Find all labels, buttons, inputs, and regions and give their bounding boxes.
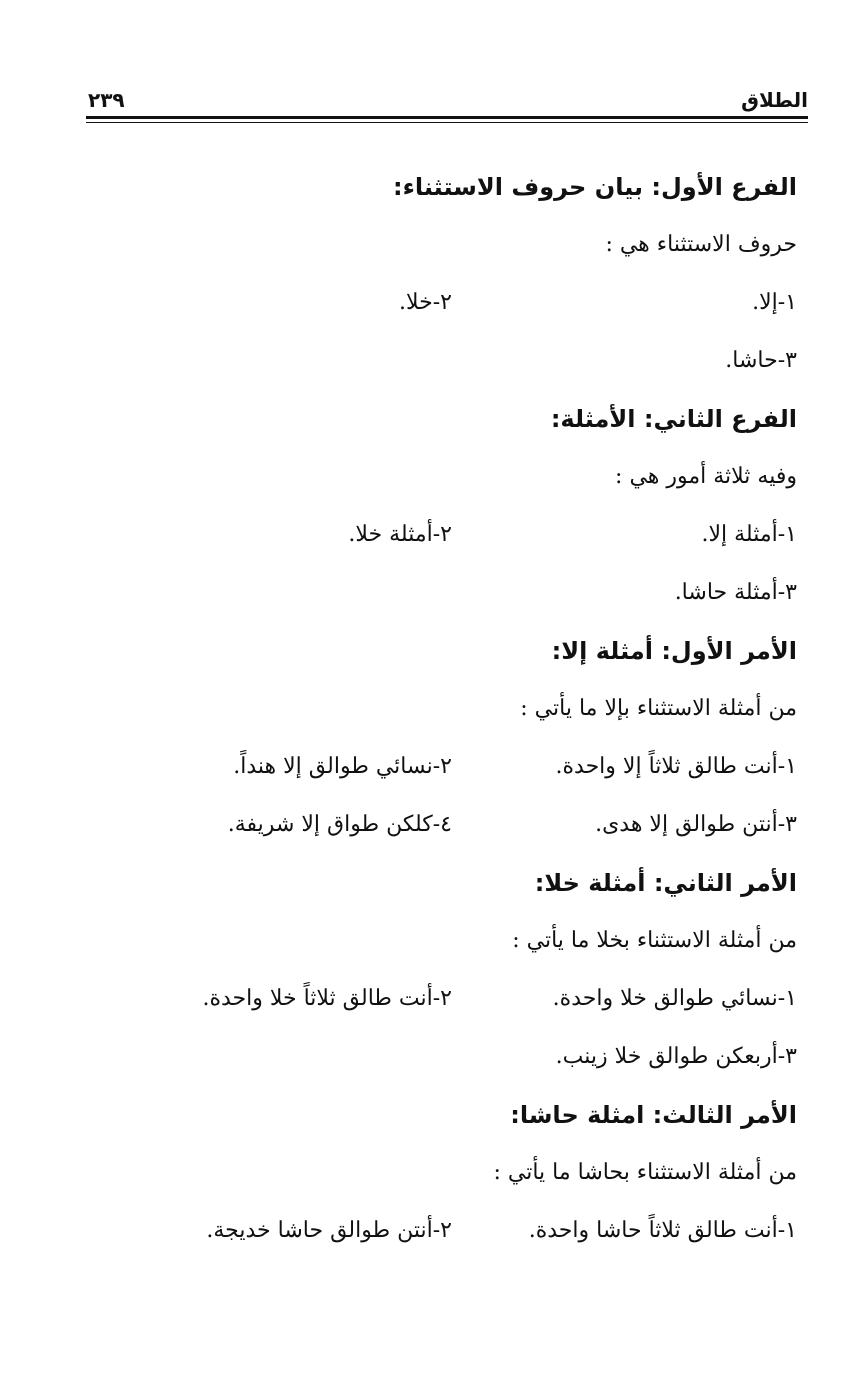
subsection-heading-1: الأمر الأول: أمثلة إلا: xyxy=(551,637,797,665)
list-row-8 xyxy=(77,1028,797,1086)
list-row-3 xyxy=(77,506,797,564)
list-item: ١-إلا. xyxy=(752,290,797,315)
header-rule-thick xyxy=(86,116,808,119)
list-item: ٢-نسائي طوالق إلا هنداً. xyxy=(233,754,452,779)
list-item: ٣-أربعكن طوالق خلا زينب. xyxy=(555,1044,797,1069)
subsection-heading-2: الأمر الثاني: أمثلة خلا: xyxy=(534,869,797,897)
section-heading-1: الفرع الأول: بيان حروف الاستثناء: xyxy=(393,173,797,201)
list-item: ٢-أنتن طوالق حاشا خديجة. xyxy=(206,1218,452,1243)
list-row-6 xyxy=(77,796,797,854)
list-row-4 xyxy=(77,564,797,622)
paragraph-intro-3: من أمثلة الاستثناء بإلا ما يأتي : xyxy=(520,696,797,721)
list-item: ٤-كلكن طواق إلا شريفة. xyxy=(227,812,452,837)
list-item: ١-أنت طالق ثلاثاً حاشا واحدة. xyxy=(528,1218,797,1243)
page-body xyxy=(77,158,797,1260)
list-row-5 xyxy=(77,738,797,796)
section-heading-2: الفرع الثاني: الأمثلة: xyxy=(550,405,797,433)
list-item: ٢-أمثلة خلا. xyxy=(348,522,452,547)
paragraph-intro-5: من أمثلة الاستثناء بحاشا ما يأتي : xyxy=(493,1160,797,1185)
subsection-heading-3: الأمر الثالث: امثلة حاشا: xyxy=(510,1101,797,1129)
list-item: ١-أنت طالق ثلاثاً إلا واحدة. xyxy=(555,754,797,779)
list-item: ٣-أمثلة حاشا. xyxy=(674,580,797,605)
running-title: الطلاق xyxy=(741,88,808,112)
paragraph-intro-1: حروف الاستثناء هي : xyxy=(605,232,797,257)
list-row-7 xyxy=(77,970,797,1028)
paragraph-intro-2: وفيه ثلاثة أمور هي : xyxy=(615,464,797,489)
list-item: ٢-أنت طالق ثلاثاً خلا واحدة. xyxy=(202,986,452,1011)
list-item: ٣-حاشا. xyxy=(725,348,797,373)
list-row-9 xyxy=(77,1202,797,1260)
running-header xyxy=(86,88,808,116)
list-item: ١-أمثلة إلا. xyxy=(701,522,797,547)
page-number: ٢٣٩ xyxy=(88,88,125,112)
header-rule-thin xyxy=(86,122,808,123)
list-item: ١-نسائي طوالق خلا واحدة. xyxy=(552,986,797,1011)
list-item: ٢-خلا. xyxy=(399,290,452,315)
list-row-1 xyxy=(77,274,797,332)
list-item: ٣-أنتن طوالق إلا هدى. xyxy=(595,812,797,837)
list-row-2 xyxy=(77,332,797,390)
paragraph-intro-4: من أمثلة الاستثناء بخلا ما يأتي : xyxy=(512,928,797,953)
